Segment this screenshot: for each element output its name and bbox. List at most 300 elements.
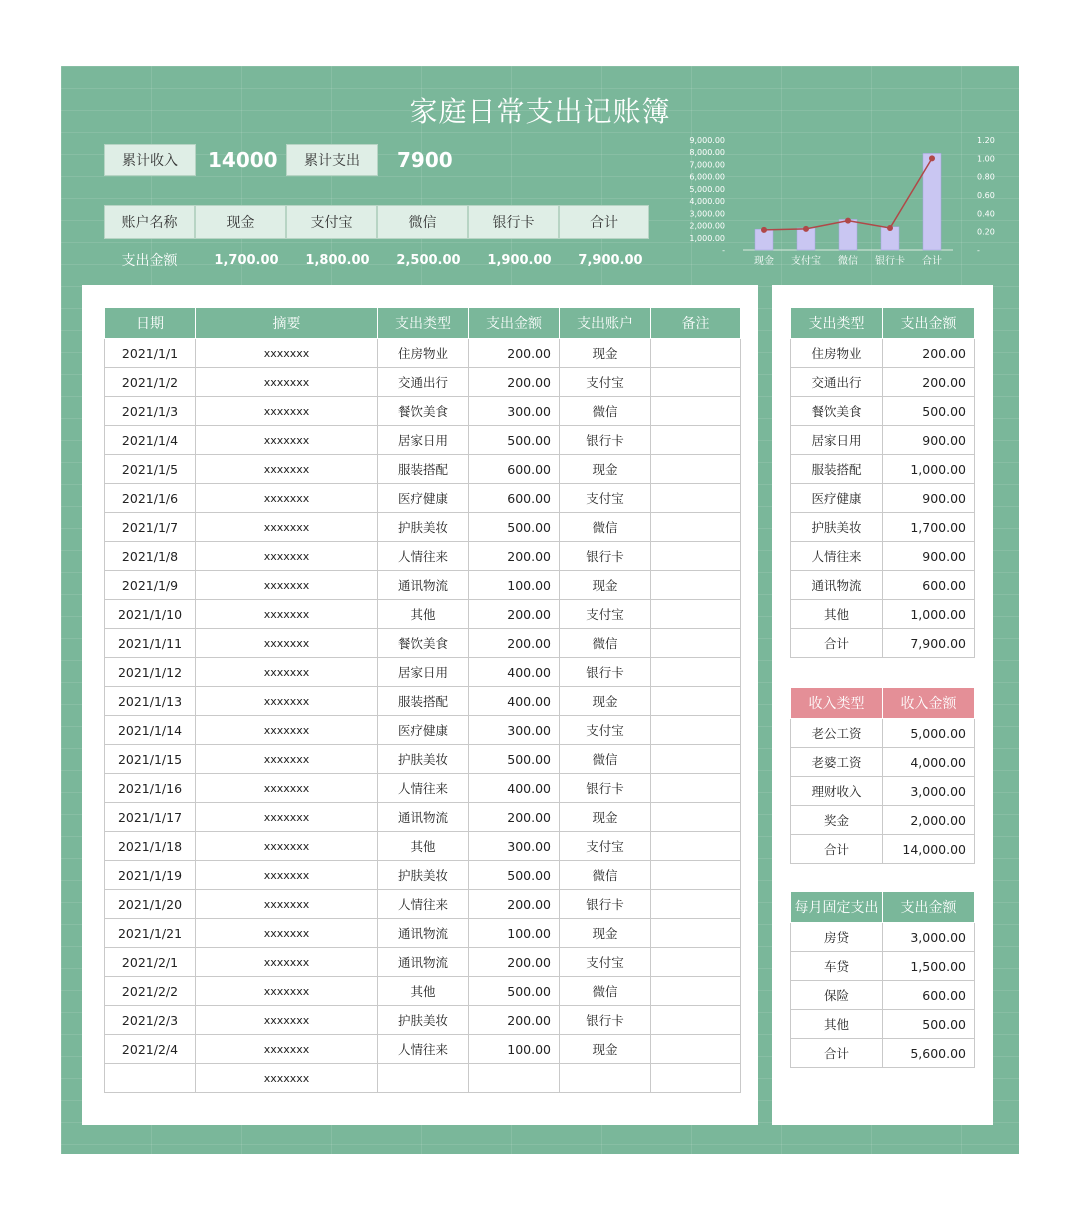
ledger-cell[interactable]: xxxxxxx — [196, 832, 378, 861]
income_by_type-row — [791, 777, 975, 806]
y-tick-label: 3,000.00 — [689, 209, 725, 219]
income_by_type-cell[interactable]: 理财收入 — [791, 777, 883, 806]
expense_by_type-cell[interactable]: 1,000.00 — [883, 455, 975, 484]
expense_by_type-cell[interactable]: 1,000.00 — [883, 600, 975, 629]
ledger-row — [105, 687, 741, 716]
y-tick-label: 6,000.00 — [689, 172, 725, 182]
ledger-cell[interactable]: xxxxxxx — [196, 861, 378, 890]
ledger-cell[interactable]: xxxxxxx — [196, 397, 378, 426]
ledger-cell[interactable] — [651, 745, 741, 774]
ledger-cell[interactable]: 现金 — [560, 687, 651, 716]
income_by_type-header-cell: 收入金额 — [883, 688, 975, 719]
ledger-cell[interactable]: 200.00 — [469, 948, 560, 977]
account-name-alipay: 支付宝 — [286, 205, 377, 239]
ledger-cell[interactable]: xxxxxxx — [196, 629, 378, 658]
ledger-row — [105, 1064, 741, 1093]
income_by_type-row — [791, 806, 975, 835]
ledger-cell[interactable]: 500.00 — [469, 861, 560, 890]
expense_by_type-row — [791, 513, 975, 542]
ledger-cell[interactable]: 交通出行 — [378, 368, 469, 397]
ledger-cell[interactable]: xxxxxxx — [196, 1006, 378, 1035]
fixed_expense-cell[interactable]: 5,600.00 — [883, 1039, 975, 1068]
y2-tick-label: 0.80 — [977, 172, 995, 182]
ledger-header-cell: 支出类型 — [378, 308, 469, 339]
ledger-cell[interactable]: 2021/1/4 — [105, 426, 196, 455]
ledger-cell[interactable]: 银行卡 — [560, 426, 651, 455]
ledger-cell[interactable]: 通讯物流 — [378, 571, 469, 600]
ledger-cell[interactable]: xxxxxxx — [196, 542, 378, 571]
account-name-total: 合计 — [559, 205, 649, 239]
ledger-cell[interactable]: 2021/1/10 — [105, 600, 196, 629]
ledger-cell[interactable]: 护肤美妆 — [378, 1006, 469, 1035]
expense_by_type-cell[interactable]: 交通出行 — [791, 368, 883, 397]
ledger-row — [105, 542, 741, 571]
bar — [839, 219, 857, 250]
ledger-row — [105, 658, 741, 687]
ledger-cell[interactable] — [105, 1064, 196, 1093]
ledger-cell[interactable]: 2021/2/2 — [105, 977, 196, 1006]
ledger-cell[interactable]: 护肤美妆 — [378, 513, 469, 542]
expense_by_type-row — [791, 339, 975, 368]
ledger-cell[interactable] — [651, 339, 741, 368]
ledger-cell[interactable]: xxxxxxx — [196, 774, 378, 803]
expense-value: 7900 — [397, 148, 453, 172]
ledger-row — [105, 600, 741, 629]
expense_by_type-row — [791, 542, 975, 571]
ledger-header-cell: 支出金额 — [469, 308, 560, 339]
income_by_type-cell[interactable]: 老婆工资 — [791, 748, 883, 777]
ledger-table — [104, 307, 741, 1093]
ledger-cell[interactable]: 银行卡 — [560, 542, 651, 571]
ledger-cell[interactable]: 现金 — [560, 1035, 651, 1064]
y-tick-label: 7,000.00 — [689, 160, 725, 170]
ledger-cell[interactable] — [651, 977, 741, 1006]
fixed_expense-row — [791, 981, 975, 1010]
ledger-row — [105, 513, 741, 542]
ledger-cell[interactable] — [651, 861, 741, 890]
y-tick-label: 1,000.00 — [689, 233, 725, 243]
x-tick-label: 合计 — [922, 256, 942, 267]
ledger-cell[interactable] — [651, 832, 741, 861]
ledger-cell[interactable]: 微信 — [560, 861, 651, 890]
income-label: 累计收入 — [104, 144, 196, 176]
ledger-cell[interactable]: 200.00 — [469, 542, 560, 571]
ledger-cell[interactable] — [651, 658, 741, 687]
y2-tick-label: 0.20 — [977, 227, 995, 237]
ledger-cell[interactable]: 2021/1/20 — [105, 890, 196, 919]
expense_by_type-row — [791, 600, 975, 629]
ledger-cell[interactable]: 餐饮美食 — [378, 629, 469, 658]
ledger-cell[interactable]: xxxxxxx — [196, 919, 378, 948]
ledger-row — [105, 745, 741, 774]
ledger-cell[interactable] — [469, 1064, 560, 1093]
x-tick-label: 现金 — [754, 256, 774, 267]
income_by_type-cell[interactable]: 14,000.00 — [883, 835, 975, 864]
ledger-cell[interactable]: 200.00 — [469, 368, 560, 397]
ledger-cell[interactable]: xxxxxxx — [196, 803, 378, 832]
ledger-cell[interactable]: 100.00 — [469, 1035, 560, 1064]
ledger-cell[interactable]: xxxxxxx — [196, 745, 378, 774]
ledger-cell[interactable]: 400.00 — [469, 687, 560, 716]
ledger-cell[interactable]: 护肤美妆 — [378, 861, 469, 890]
ledger-row — [105, 397, 741, 426]
ledger-cell[interactable]: xxxxxxx — [196, 1035, 378, 1064]
account-amount-wechat: 2,500.00 — [396, 252, 461, 268]
fixed_expense-cell[interactable]: 600.00 — [883, 981, 975, 1010]
expense_by_type-row — [791, 397, 975, 426]
ledger-cell[interactable] — [651, 484, 741, 513]
ledger-cell[interactable]: 微信 — [560, 745, 651, 774]
ledger-cell[interactable]: xxxxxxx — [196, 890, 378, 919]
y2-tick-label: 0.60 — [977, 191, 995, 200]
ledger-cell[interactable]: 通讯物流 — [378, 948, 469, 977]
fixed_expense-cell[interactable]: 3,000.00 — [883, 923, 975, 952]
expense_by_type-cell[interactable]: 医疗健康 — [791, 484, 883, 513]
y2-tick-label: 1.20 — [977, 136, 995, 145]
ledger-cell[interactable]: 服装搭配 — [378, 455, 469, 484]
ledger-cell[interactable] — [651, 629, 741, 658]
ledger-cell[interactable] — [651, 890, 741, 919]
ledger-cell[interactable]: 2021/2/4 — [105, 1035, 196, 1064]
x-tick-label: 银行卡 — [875, 256, 905, 267]
x-tick-label: 微信 — [838, 256, 858, 267]
ledger-cell[interactable]: xxxxxxx — [196, 571, 378, 600]
ledger-cell[interactable]: 2021/1/12 — [105, 658, 196, 687]
ledger-row — [105, 455, 741, 484]
ledger-row — [105, 919, 741, 948]
ledger-row — [105, 1006, 741, 1035]
y2-tick-label: - — [977, 246, 980, 255]
ledger-cell[interactable]: 支付宝 — [560, 716, 651, 745]
ledger-cell[interactable] — [651, 368, 741, 397]
line-point — [929, 155, 935, 161]
ledger-cell[interactable]: xxxxxxx — [196, 658, 378, 687]
income_by_type-cell[interactable]: 4,000.00 — [883, 748, 975, 777]
expense_by_type-cell[interactable]: 餐饮美食 — [791, 397, 883, 426]
ledger-cell[interactable]: 支付宝 — [560, 600, 651, 629]
ledger-row — [105, 426, 741, 455]
ledger-cell[interactable]: 2021/2/1 — [105, 948, 196, 977]
expense_by_type-cell[interactable]: 1,700.00 — [883, 513, 975, 542]
ledger-cell[interactable]: 2021/1/11 — [105, 629, 196, 658]
ledger-cell[interactable]: 2021/1/16 — [105, 774, 196, 803]
account-header-label: 账户名称 — [104, 205, 195, 239]
ledger-cell[interactable]: 支付宝 — [560, 832, 651, 861]
ledger-cell[interactable]: xxxxxxx — [196, 368, 378, 397]
ledger-cell[interactable]: 100.00 — [469, 919, 560, 948]
ledger-cell[interactable]: 200.00 — [469, 339, 560, 368]
account-amount-alipay: 1,800.00 — [305, 252, 370, 268]
ledger-cell[interactable]: 2021/1/8 — [105, 542, 196, 571]
income_by_type-cell[interactable]: 奖金 — [791, 806, 883, 835]
ledger-cell[interactable]: 微信 — [560, 629, 651, 658]
income-type-table — [790, 687, 975, 864]
expense_by_type-cell[interactable]: 护肤美妆 — [791, 513, 883, 542]
ledger-row — [105, 832, 741, 861]
ledger-cell[interactable] — [651, 571, 741, 600]
ledger-cell[interactable]: 服装搭配 — [378, 687, 469, 716]
ledger-row — [105, 861, 741, 890]
y2-tick-label: 1.00 — [977, 154, 995, 164]
ledger-cell[interactable]: xxxxxxx — [196, 1064, 378, 1093]
ledger-cell[interactable]: 2021/1/3 — [105, 397, 196, 426]
expense-label: 累计支出 — [286, 144, 378, 176]
y2-tick-label: 0.40 — [977, 209, 995, 219]
ledger-cell[interactable]: 200.00 — [469, 1006, 560, 1035]
fixed_expense-cell[interactable]: 房贷 — [791, 923, 883, 952]
ledger-cell[interactable] — [560, 1064, 651, 1093]
ledger-cell[interactable]: 银行卡 — [560, 1006, 651, 1035]
fixed_expense-cell[interactable]: 保险 — [791, 981, 883, 1010]
expense_by_type-cell[interactable]: 600.00 — [883, 571, 975, 600]
ledger-row — [105, 774, 741, 803]
ledger-cell[interactable]: 微信 — [560, 397, 651, 426]
ledger-cell[interactable]: 医疗健康 — [378, 484, 469, 513]
ledger-cell[interactable]: 100.00 — [469, 571, 560, 600]
ledger-cell[interactable]: 人情往来 — [378, 1035, 469, 1064]
ledger-cell[interactable]: 2021/1/9 — [105, 571, 196, 600]
ledger-cell[interactable]: 护肤美妆 — [378, 745, 469, 774]
ledger-row — [105, 948, 741, 977]
ledger-cell[interactable]: 2021/1/17 — [105, 803, 196, 832]
ledger-cell[interactable]: 600.00 — [469, 455, 560, 484]
account-name-wechat: 微信 — [377, 205, 468, 239]
ledger-cell[interactable]: 400.00 — [469, 774, 560, 803]
ledger-cell[interactable] — [651, 1006, 741, 1035]
income_by_type-cell[interactable]: 3,000.00 — [883, 777, 975, 806]
ledger-cell[interactable]: 餐饮美食 — [378, 397, 469, 426]
ledger-cell[interactable]: 2021/1/18 — [105, 832, 196, 861]
ledger-cell[interactable]: 支付宝 — [560, 368, 651, 397]
expense_by_type-row — [791, 484, 975, 513]
fixed_expense-cell[interactable]: 合计 — [791, 1039, 883, 1068]
expense_by_type-cell[interactable]: 服装搭配 — [791, 455, 883, 484]
fixed_expense-row — [791, 1010, 975, 1039]
ledger-row — [105, 629, 741, 658]
account-name-bank: 银行卡 — [468, 205, 559, 239]
account-amount-total: 7,900.00 — [578, 252, 643, 268]
fixed_expense-cell[interactable]: 500.00 — [883, 1010, 975, 1039]
ledger-cell[interactable]: 2021/1/7 — [105, 513, 196, 542]
ledger-cell[interactable]: 300.00 — [469, 397, 560, 426]
expense_by_type-cell[interactable]: 900.00 — [883, 484, 975, 513]
ledger-panel — [82, 285, 758, 1125]
expense_by_type-header-cell: 支出类型 — [791, 308, 883, 339]
ledger-cell[interactable]: 人情往来 — [378, 542, 469, 571]
fixed_expense-cell[interactable]: 其他 — [791, 1010, 883, 1039]
ledger-cell[interactable]: xxxxxxx — [196, 687, 378, 716]
expense_by_type-cell[interactable]: 人情往来 — [791, 542, 883, 571]
ledger-cell[interactable]: 300.00 — [469, 832, 560, 861]
ledger-cell[interactable] — [651, 1064, 741, 1093]
ledger-cell[interactable]: 2021/1/2 — [105, 368, 196, 397]
ledger-cell[interactable] — [651, 542, 741, 571]
fixed_expense-header-cell: 支出金额 — [883, 892, 975, 923]
ledger-cell[interactable]: xxxxxxx — [196, 600, 378, 629]
ledger-cell[interactable]: 其他 — [378, 977, 469, 1006]
fixed_expense-row — [791, 923, 975, 952]
ledger-row — [105, 803, 741, 832]
ledger-cell[interactable]: 微信 — [560, 513, 651, 542]
ledger-cell[interactable]: 200.00 — [469, 600, 560, 629]
ledger-cell[interactable]: 200.00 — [469, 629, 560, 658]
ledger-row — [105, 368, 741, 397]
ledger-cell[interactable] — [651, 774, 741, 803]
ledger-cell[interactable]: 500.00 — [469, 977, 560, 1006]
ledger-cell[interactable]: xxxxxxx — [196, 426, 378, 455]
ledger-cell[interactable]: 支付宝 — [560, 948, 651, 977]
fixed-expense-table — [790, 891, 975, 1068]
ledger-cell[interactable]: 500.00 — [469, 426, 560, 455]
ledger-cell[interactable] — [651, 397, 741, 426]
ledger-cell[interactable]: 2021/1/13 — [105, 687, 196, 716]
ledger-cell[interactable]: 通讯物流 — [378, 919, 469, 948]
expense_by_type-cell[interactable]: 200.00 — [883, 368, 975, 397]
expense_by_type-cell[interactable]: 居家日用 — [791, 426, 883, 455]
ledger-cell[interactable]: 2021/2/3 — [105, 1006, 196, 1035]
fixed_expense-row — [791, 1039, 975, 1068]
ledger-cell[interactable]: 居家日用 — [378, 426, 469, 455]
y-tick-label: - — [722, 246, 725, 255]
ledger-cell[interactable] — [651, 948, 741, 977]
expense_by_type-row — [791, 629, 975, 658]
y-tick-label: 8,000.00 — [689, 148, 725, 158]
ledger-cell[interactable]: 2021/1/6 — [105, 484, 196, 513]
ledger-row — [105, 716, 741, 745]
ledger-cell[interactable]: xxxxxxx — [196, 977, 378, 1006]
expense_by_type-cell[interactable]: 200.00 — [883, 339, 975, 368]
ledger-cell[interactable] — [651, 803, 741, 832]
ledger-cell[interactable]: 其他 — [378, 600, 469, 629]
ledger-cell[interactable]: xxxxxxx — [196, 455, 378, 484]
ledger-cell[interactable] — [378, 1064, 469, 1093]
expense-type-table — [790, 307, 975, 658]
ledger-cell[interactable]: 银行卡 — [560, 774, 651, 803]
ledger-cell[interactable]: 现金 — [560, 339, 651, 368]
ledger-cell[interactable]: 600.00 — [469, 484, 560, 513]
ledger-cell[interactable]: 400.00 — [469, 658, 560, 687]
ledger-cell[interactable]: 2021/1/5 — [105, 455, 196, 484]
line-point — [887, 225, 893, 231]
ledger-cell[interactable]: 200.00 — [469, 890, 560, 919]
ledger-cell[interactable] — [651, 513, 741, 542]
ledger-row — [105, 977, 741, 1006]
ledger-cell[interactable] — [651, 919, 741, 948]
income_by_type-cell[interactable]: 5,000.00 — [883, 719, 975, 748]
ledger-cell[interactable]: 人情往来 — [378, 774, 469, 803]
page-title: 家庭日常支出记账簿 — [409, 95, 671, 128]
ledger-cell[interactable]: 2021/1/21 — [105, 919, 196, 948]
expense_by_type-cell[interactable]: 900.00 — [883, 426, 975, 455]
ledger-cell[interactable]: 银行卡 — [560, 890, 651, 919]
ledger-cell[interactable]: 银行卡 — [560, 658, 651, 687]
ledger-header-cell: 备注 — [651, 308, 741, 339]
expense_by_type-cell[interactable]: 7,900.00 — [883, 629, 975, 658]
income_by_type-cell[interactable]: 2,000.00 — [883, 806, 975, 835]
ledger-cell[interactable]: 微信 — [560, 977, 651, 1006]
ledger-cell[interactable]: 通讯物流 — [378, 803, 469, 832]
ledger-row — [105, 1035, 741, 1064]
account-chart-svg — [681, 132, 1011, 272]
y-tick-label: 5,000.00 — [689, 184, 725, 194]
ledger-row — [105, 571, 741, 600]
ledger-cell[interactable]: 300.00 — [469, 716, 560, 745]
ledger-cell[interactable] — [651, 600, 741, 629]
ledger-cell[interactable]: 现金 — [560, 919, 651, 948]
ledger-cell[interactable]: xxxxxxx — [196, 716, 378, 745]
y-tick-label: 2,000.00 — [689, 221, 725, 231]
ledger-cell[interactable] — [651, 455, 741, 484]
ledger-cell[interactable] — [651, 716, 741, 745]
fixed_expense-header-cell: 每月固定支出 — [791, 892, 883, 923]
income_by_type-row — [791, 719, 975, 748]
income-value: 14000 — [208, 148, 278, 172]
ledger-cell[interactable]: 现金 — [560, 455, 651, 484]
ledger-cell[interactable]: 其他 — [378, 832, 469, 861]
ledger-cell[interactable] — [651, 1035, 741, 1064]
ledger-cell[interactable] — [651, 426, 741, 455]
ledger-cell[interactable]: 2021/1/14 — [105, 716, 196, 745]
account-chart — [681, 132, 1011, 272]
expense_by_type-cell[interactable]: 合计 — [791, 629, 883, 658]
expense_by_type-cell[interactable]: 500.00 — [883, 397, 975, 426]
x-tick-label: 支付宝 — [791, 256, 821, 267]
ledger-row — [105, 339, 741, 368]
income_by_type-cell[interactable]: 老公工资 — [791, 719, 883, 748]
ledger-cell[interactable]: 2021/1/15 — [105, 745, 196, 774]
account-amount-label: 支出金额 — [121, 253, 178, 269]
ledger-row — [105, 484, 741, 513]
ledger-cell[interactable]: 现金 — [560, 571, 651, 600]
ledger-cell[interactable]: 现金 — [560, 803, 651, 832]
ledger-header-cell: 日期 — [105, 308, 196, 339]
income_by_type-cell[interactable]: 合计 — [791, 835, 883, 864]
ledger-cell[interactable]: 住房物业 — [378, 339, 469, 368]
ledger-cell[interactable]: xxxxxxx — [196, 339, 378, 368]
summary-panel — [772, 285, 993, 1125]
ledger-cell[interactable]: xxxxxxx — [196, 513, 378, 542]
ledger-cell[interactable]: 2021/1/1 — [105, 339, 196, 368]
ledger-header-cell: 摘要 — [196, 308, 378, 339]
expense_by_type-cell[interactable]: 通讯物流 — [791, 571, 883, 600]
ledger-cell[interactable]: 居家日用 — [378, 658, 469, 687]
ledger-cell[interactable]: 人情往来 — [378, 890, 469, 919]
income_by_type-row — [791, 835, 975, 864]
fixed_expense-cell[interactable]: 车贷 — [791, 952, 883, 981]
expense_by_type-cell[interactable]: 900.00 — [883, 542, 975, 571]
ledger-row — [105, 890, 741, 919]
fixed_expense-cell[interactable]: 1,500.00 — [883, 952, 975, 981]
expense_by_type-row — [791, 571, 975, 600]
income_by_type-row — [791, 748, 975, 777]
ledger-cell[interactable]: 医疗健康 — [378, 716, 469, 745]
ledger-cell[interactable] — [651, 687, 741, 716]
ledger-cell[interactable]: 支付宝 — [560, 484, 651, 513]
ledger-cell[interactable]: 200.00 — [469, 803, 560, 832]
expense_by_type-cell[interactable]: 住房物业 — [791, 339, 883, 368]
ledger-cell[interactable]: xxxxxxx — [196, 484, 378, 513]
ledger-cell[interactable]: 500.00 — [469, 513, 560, 542]
ledger-cell[interactable]: 500.00 — [469, 745, 560, 774]
account-amount-cash: 1,700.00 — [214, 252, 279, 268]
y-tick-label: 9,000.00 — [689, 136, 725, 145]
ledger-sheet — [61, 66, 1019, 1154]
ledger-cell[interactable]: 2021/1/19 — [105, 861, 196, 890]
expense_by_type-row — [791, 368, 975, 397]
expense_by_type-cell[interactable]: 其他 — [791, 600, 883, 629]
ledger-cell[interactable]: xxxxxxx — [196, 948, 378, 977]
expense_by_type-row — [791, 426, 975, 455]
